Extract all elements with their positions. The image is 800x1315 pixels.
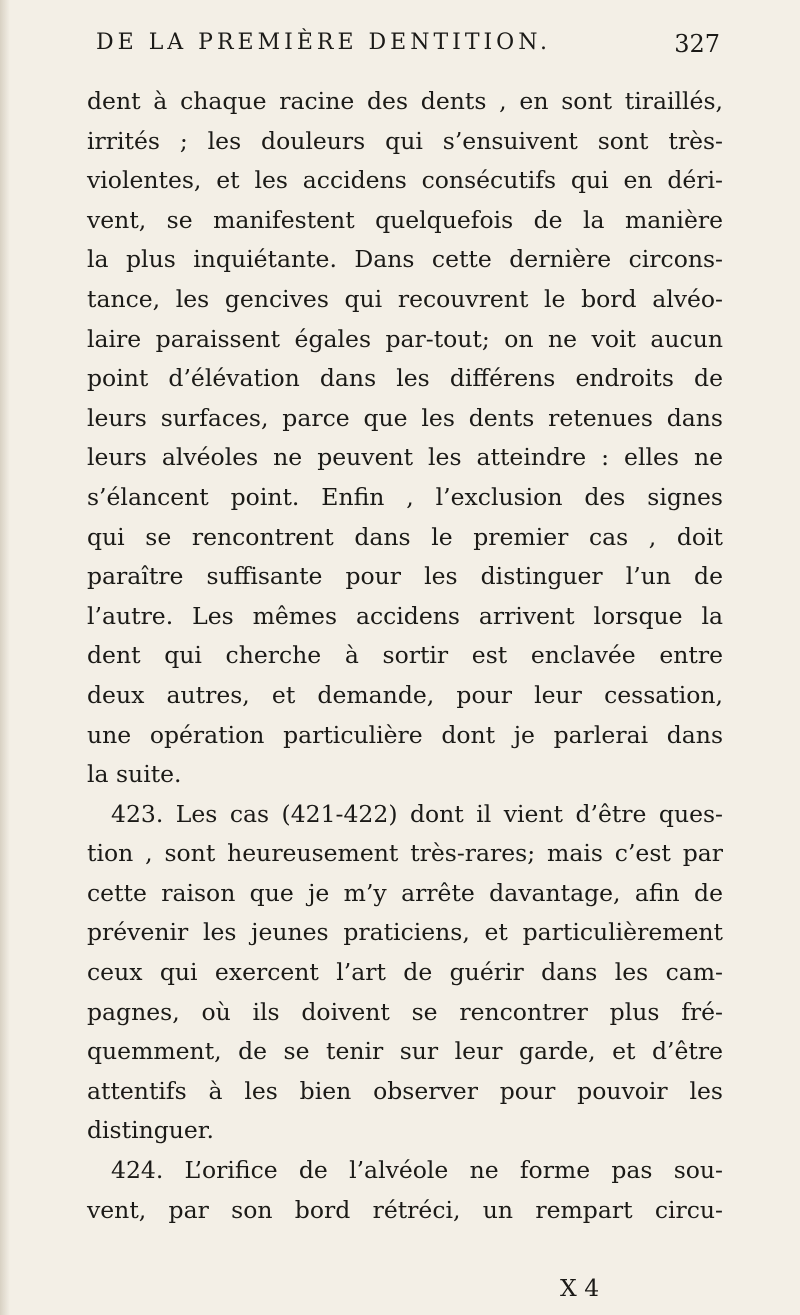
page-edge-shadow [0, 0, 10, 1315]
running-head [96, 30, 720, 70]
signature-mark: X 4 [560, 1274, 600, 1302]
paragraph-end-line: la suite. [87, 760, 182, 789]
text-line: cette raison que je m’y arrête davantage, afin de [87, 878, 723, 907]
text-line: deux autres, et demande, pour leur cessation, [87, 680, 723, 709]
text-line: leurs alvéoles ne peuvent les atteindre : elles ne [87, 443, 723, 472]
text-line: qui se rencontrent dans le premier cas , doit [87, 522, 723, 551]
text-line: prévenir les jeunes praticiens, et particulièrement [87, 918, 723, 947]
text-line: vent, se manifestent quelquefois de la manière [87, 205, 723, 234]
running-head-title: DE LA PREMIÈRE DENTITION. [96, 30, 552, 55]
text-line: point d’élévation dans les différens endroits de [87, 364, 723, 393]
text-line: dent à chaque racine des dents , en sont tiraillés, [87, 87, 723, 115]
text-line: pagnes, où ils doivent se rencontrer plus fré- [87, 997, 723, 1026]
section-423-start: 423. Les cas (421-422) dont il vient d’être ques- [111, 799, 723, 828]
text-line: la plus inquiétante. Dans cette dernière circons- [87, 245, 723, 274]
page-number: 327 [674, 30, 720, 58]
text-line: une opération particulière dont je parlerai dans [87, 720, 723, 749]
text-line: vent, par son bord rétréci, un rempart circu- [87, 1195, 723, 1224]
text-line: l’autre. Les mêmes accidens arrivent lorsque la [87, 601, 723, 630]
text-line: tion , sont heureusement très-rares; mais c’est par [87, 839, 723, 868]
text-line: violentes, et les accidens consécutifs qui en déri- [87, 166, 723, 195]
text-line: ceux qui exercent l’art de guérir dans les cam- [87, 958, 723, 987]
text-line: laire paraissent égales par-tout; on ne voit aucun [87, 324, 723, 353]
text-line: dent qui cherche à sortir est enclavée entre [87, 641, 723, 670]
text-line: paraître suffisante pour les distinguer l’un de [87, 562, 723, 591]
text-line: tance, les gencives qui recouvrent le bord alvéo- [87, 284, 723, 313]
text-line: irrités ; les douleurs qui s’ensuivent sont très- [87, 126, 723, 155]
paragraph-end-line: distinguer. [87, 1116, 214, 1145]
text-line: quemment, de se tenir sur leur garde, et d’être [87, 1037, 723, 1066]
text-line: attentifs à les bien observer pour pouvoir les [87, 1076, 723, 1105]
section-424-start: 424. L’orifice de l’alvéole ne forme pas sou- [111, 1156, 723, 1185]
text-line: s’élancent point. Enfin , l’exclusion des signes [87, 482, 723, 511]
text-line: leurs surfaces, parce que les dents retenues dans [87, 403, 723, 432]
body-text [87, 82, 723, 1230]
